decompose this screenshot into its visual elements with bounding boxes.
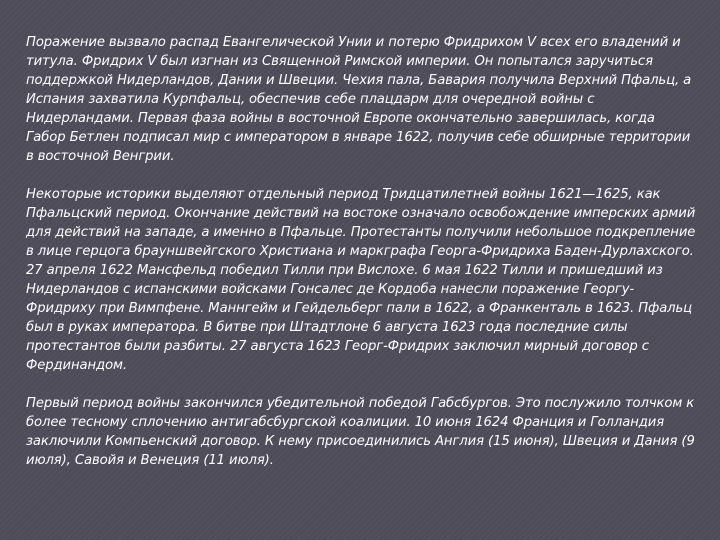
paragraph-end-of-first-period: Первый период войны закончился убедительной победой Габсбургов. Это послужило толчком к более тесному сплочению антигабсбургской коалиции. 10 июня 1624 Франция и Голландия заключили Компьенский договор. К нему присоединились Англия (15 июня), Швеция и Дания (9 июля), Савойя и Венеция (11 июля). [26, 396, 695, 468]
paragraph-collapse-of-union: Поражение вызвало распад Евангелической Унии и потерю Фридрихом V всех его владений и титула. Фридрих V был изгнан из Священной Римской империи. Он попытался заручиться поддержкой Нидерландов, Дании и Швеции. Чехия пала, Бавария получила Верхний Пфальц, а Испания захватила Курпфальц, обеспечив себе плацдарм для очередной войны с Нидерландами. Первая фаза войны в восточной Европе окончательно завершилась, когда Габор Бетлен подписал мир с императором в январе 1622, получив себе обширные территории в восточной Венгрии. [26, 35, 692, 164]
paragraph-palatinate-period: Некоторые историки выделяют отдельный период Тридцатилетней войны 1621—1625, как Пфальцский период. Окончание действий на востоке означало освобождение имперских армий для действий на западе, а именно в Пфальце. Протестанты получили небольшое подкрепление в лице герцога брауншвейгского Христиана и маркграфа Георга-Фридриха Баден-Дурлахского. 27 апреля 1622 Мансфельд победил Тилли при Вислохе. 6 мая 1622 Тилли и пришедший из Нидерландов с испанскими войсками Гонсалес де Кордоба нанесли поражение Георгу-Фридриху при Вимпфене. Маннгейм и Гейдельберг пали в 1622, а Франкенталь в 1623. Пфальц был в руках императора. В битве при Штадтлоне 6 августа 1623 года последние силы протестантов были разбиты. 27 августа 1623 Георг-Фридрих заключил мирный договор с Фердинандом. [26, 187, 696, 373]
slide-text-block [26, 33, 698, 470]
